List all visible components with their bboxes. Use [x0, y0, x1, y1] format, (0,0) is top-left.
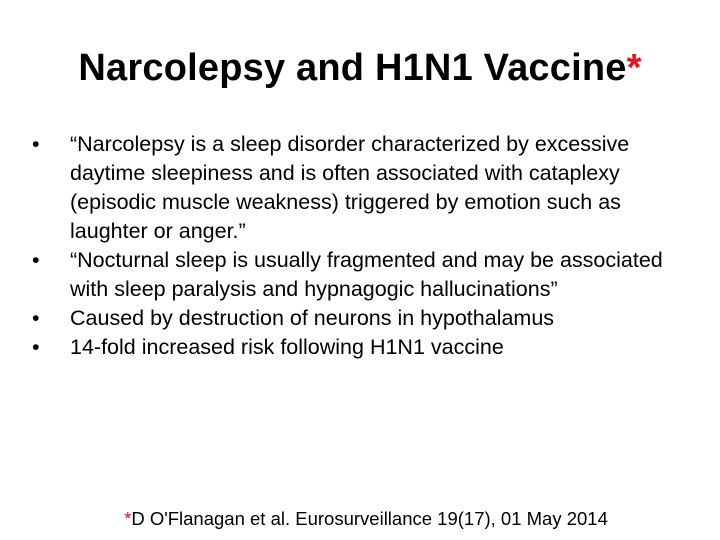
bullet-text: “Narcolepsy is a sleep disorder characterized by excessive daytime sleepiness and is often associated with cataplexy (episodic muscle weakness) triggered by emotion such as laughter or anger.”	[70, 132, 630, 243]
bullet-glyph: •	[32, 335, 40, 359]
bullet-text: 14-fold increased risk following H1N1 vaccine	[70, 335, 504, 359]
slide-title	[0, 42, 720, 94]
bullet-glyph: •	[32, 306, 40, 330]
bullet-item-risk	[30, 333, 680, 362]
bullet-item-nocturnal-sleep	[30, 246, 680, 304]
bullet-item-definition	[30, 130, 680, 246]
slide-title-text: Narcolepsy and H1N1 Vaccine	[78, 47, 627, 89]
footnote-text: D O'Flanagan et al. Eurosurveillance 19(17), 01 May 2014	[131, 508, 608, 529]
bullet-text: “Nocturnal sleep is usually fragmented and may be associated with sleep paralysis and hypnagogic hallucinations”	[70, 248, 663, 301]
footnote-marker: *	[124, 508, 132, 529]
bullet-glyph: •	[32, 248, 40, 272]
footnote-citation	[0, 506, 720, 532]
bullet-glyph: •	[32, 132, 40, 156]
bullet-item-cause	[30, 304, 680, 333]
title-footnote-marker: *	[626, 47, 642, 89]
bullet-list	[30, 130, 680, 362]
bullet-text: Caused by destruction of neurons in hypothalamus	[70, 306, 555, 330]
